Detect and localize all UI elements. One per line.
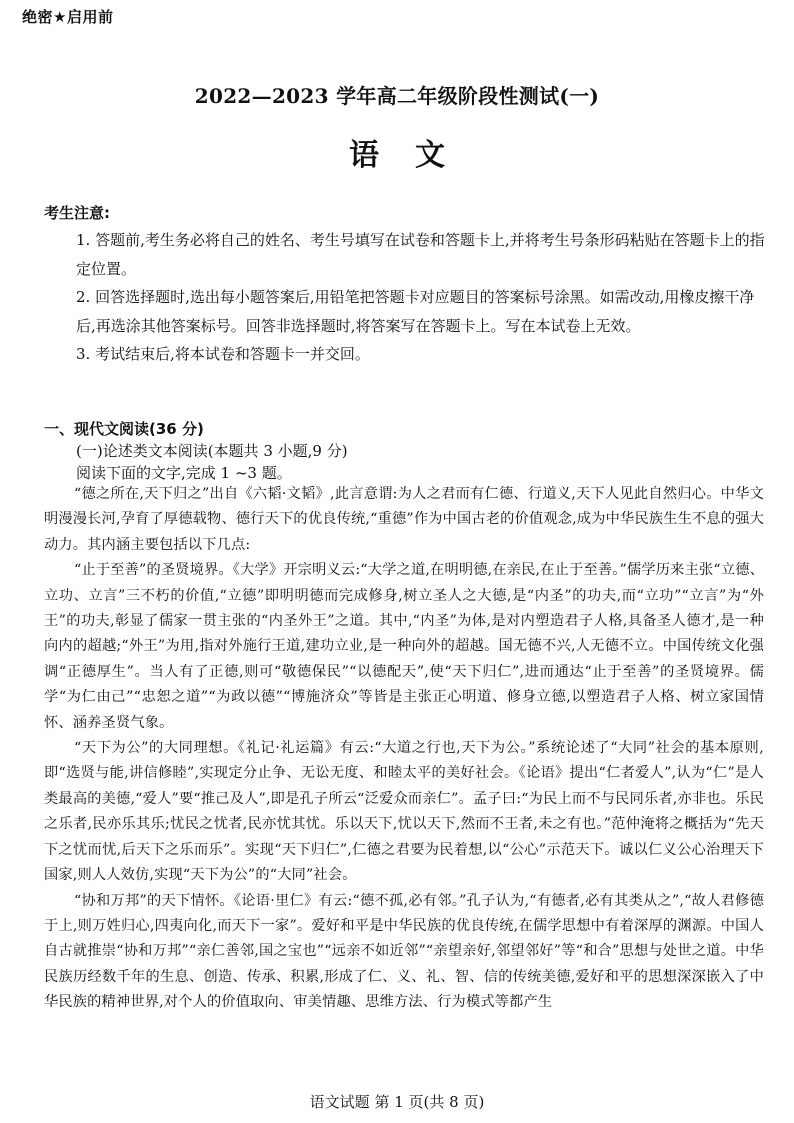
reading-passage [44, 482, 764, 1016]
passage-paragraph: “天下为公”的大同理想。《礼记·礼运篇》有云:“大道之行也,天下为公。”系统论述了“大同”社会的基本原则,即“选贤与能,讲信修睦”,实现定分止争、无讼无度、和睦太平的美好社会。《论语》提出“仁者爱人”,认为“仁”是人类最高的美德,“爱人”要“推己及人”,即是孔子所云“泛爱众而亲仁”。孟子曰:“为民上而不与民同乐者,亦非也。乐民之乐者,民亦乐其乐;忧民之忧者,民亦忧其忧。乐以天下,忧以天下,然而不王者,未之有也。”范仲淹将之概括为“先天下之忧而忧,后天下之乐而乐”。实现“天下归仁”,仁德之君要为民着想,以“公心”示范天下。诚以仁义公心治理天下国家,则人人效仿,实现“天下为公”的“大同”社会。 [44, 740, 764, 884]
notice-item: 3. 考试结束后,将本试卷和答题卡一并交回。 [76, 345, 370, 363]
confidential-mark: 绝密★启用前 [22, 8, 114, 26]
notice-item: 1. 答题前,考生务必将自己的姓名、考生号填写在试卷和答题卡上,并将考生号条形码粘贴在答题卡上的指定位置。 [76, 231, 765, 278]
notice-list [76, 226, 770, 369]
passage-paragraph: “止于至善”的圣贤境界。《大学》开宗明义云:“大学之道,在明明德,在亲民,在止于至善。”儒学历来主张“立德、立功、立言”三不朽的价值,“立德”即明明德而完成修身,树立圣人之大德,是“内圣”的功夫,而“立功”“立言”为“外王”的功夫,彰显了儒家一贯主张的“内圣外王”之道。其中,“内圣”为体,是对内塑造君子人格,具备圣人德才,是一种向内的超越;“外王”为用,指对外施行王道,建功立业,是一种向外的超越。国无德不兴,人无德不立。中国传统文化强调“正德厚生”。当人有了正德,则可“敬德保民”“以德配天”,使“天下归仁”,进而通达“止于至善”的圣贤境界。儒学“为仁由己”“忠恕之道”“为政以德”“博施济众”等皆是主张正心明道、修身立德,以塑造君子人格、树立家国情怀、涵养圣贤气象。 [44, 562, 764, 731]
subsection-heading: (一)论述类文本阅读(本题共 3 小题,9 分) [76, 442, 348, 460]
passage-paragraph: “德之所在,天下归之”出自《六韬·文韬》,此言意谓:为人之君而有仁德、行道义,天下人见此自然归心。中华文明漫漫长河,孕育了厚德载物、德行天下的优良传统,“重德”作为中国古老的价值观念,成为中华民族生生不息的强大动力。其内涵主要包括以下几点: [44, 486, 764, 553]
section-heading: 一、现代文阅读(36 分) [44, 420, 204, 438]
notice-item: 2. 回答选择题时,选出每小题答案后,用铅笔把答题卡对应题目的答案标号涂黑。如需改动,用橡皮擦干净后,再选涂其他答案标号。回答非选择题时,将答案写在答题卡上。写在本试卷上无效。 [76, 288, 755, 335]
page-footer: 语文试题 第 1 页(共 8 页) [309, 1093, 485, 1111]
notice-heading: 考生注意: [44, 204, 110, 222]
reading-instruction: 阅读下面的文字,完成 1 ~3 题。 [76, 464, 292, 482]
subject-title: 语文 [349, 138, 481, 173]
exam-title: 2022—2023 学年高二年级阶段性测试(一) [194, 84, 600, 108]
passage-paragraph: “协和万邦”的天下情怀。《论语·里仁》有云:“德不孤,必有邻。”孔子认为,“有德者,必有其类从之”,“故人君修德于上,则万姓归心,四夷向化,而天下一家”。爱好和平是中华民族的优良传统,在儒学思想中有着深厚的渊源。中国人自古就推崇“协和万邦”“亲仁善邻,国之宝也”“远亲不如近邻”“亲望亲好,邻望邻好”等“和合”思想与处世之道。中华民族历经数千年的生息、创造、传承、积累,形成了仁、义、礼、智、信的传统美德,爱好和平的思想深深嵌入了中华民族的精神世界,对个人的价值取向、审美情趣、思维方法、行为模式等都产生 [44, 892, 764, 1011]
